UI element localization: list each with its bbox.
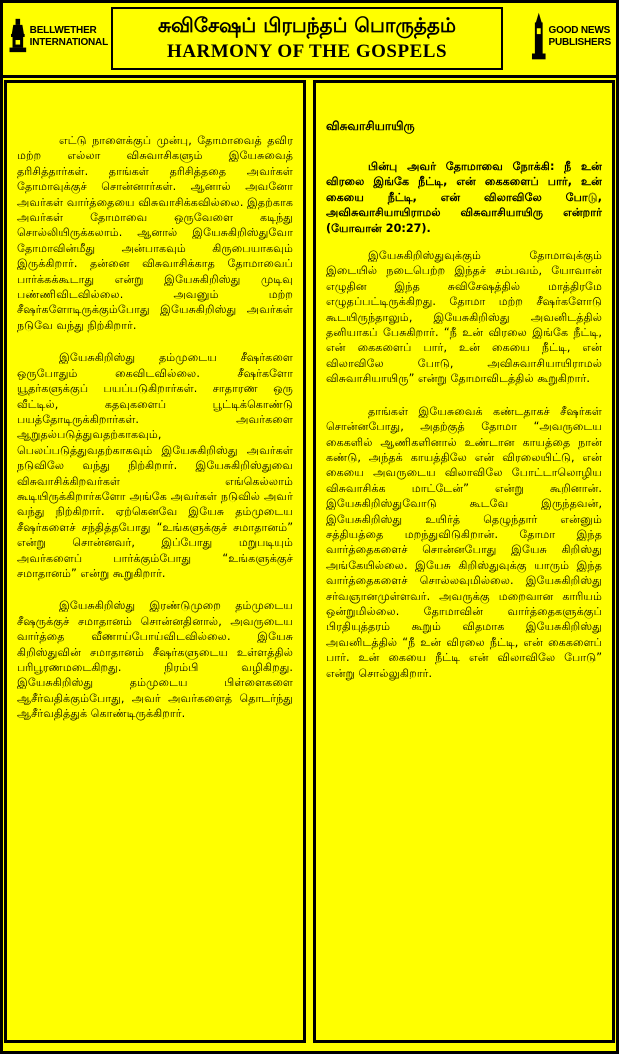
- right-column: [313, 80, 615, 1043]
- paragraph: இயேசுகிறிஸ்து தம்முடைய சீஷர்களை ஒருபோதும் கைவிடவில்லை. சீஷர்களோ யூதர்களுக்குப் பயப்படுகிறார்கள். சாதாரண ஒரு வீட்டில், கதவுகளைப் பூட்டிக்கொண்டு பயத்தோடிருக்கிறார்கள். அவர்களை ஆறுதல்படுத்துவதற்காகவும், பெலப்படுத்துவதற்காகவும் இயேசுகிறிஸ்து அவர்கள் நடுவிலே வந்து நிற்கிறார். இயேசுகிறிஸ்துவை விசுவாசிக்கிறவர்கள் எங்கெல்லாம் கூடியிருக்கிறார்களோ அங்கே அவர்கள் நடுவில் அவர் வந்து நிற்கிறார். ஏற்கெனவே இயேசு தம்முடைய சீஷர்களைச் சந்தித்தபோது “உங்களுக்குச் சமாதானம்” என்று சொன்னவர், இப்போது மறுபடியும் அவர்களைப் பார்க்கும்போது “உங்களுக்குச் சமாதானம்” என்று கூறுகிறார்.: [17, 351, 293, 580]
- scripture-verse: பின்பு அவர் தோமாவை நோக்கி: நீ உன் விரலை இங்கே நீட்டி, என் கைகளைப் பார், உன் கையை நீட்டி, என் விலாவிலே போடு, அவிசுவாசியாயிராமல் விசுவாசியாயிரு என்றார் (யோவான் 20:27).: [326, 160, 602, 235]
- logo-line-2: PUBLISHERS: [548, 37, 611, 48]
- page-title-english: HARMONY OF THE GOSPELS: [166, 41, 448, 62]
- tower-icon: [531, 12, 547, 62]
- title-box: [111, 7, 503, 70]
- page-title-tamil: சுவிசேஷப் பிரபந்தப் பொருத்தம்: [157, 13, 457, 37]
- logo-line-1: BELLWETHER: [29, 25, 97, 36]
- paragraph: தாங்கள் இயேசுவைக் கண்டதாகச் சீஷர்கள் சொன்னபோது, அதற்குத் தோமா “அவருடைய கைகளில் ஆணிகளினால் உண்டான காயத்தை நான் கண்டு, அந்தக் காயத்திலே என் விரலையிட்டு, என் கையை அவருடைய விலாவிலே போட்டாலொழிய விசுவாசிக்க மாட்டேன்” என்று கூறினான். இயேசுகிறிஸ்துவோடு கூடவே இருந்தவன், இயேசுகிறிஸ்து உயிர்த் தெழுந்தார் என்னும் சத்தியத்தை மறந்துவிடுகிறான். தோமா இந்த வார்த்தைகளைச் சொன்னபோது இயேசு கிறிஸ்து அங்கேயில்லை. இயேசு கிறிஸ்துவுக்கு யாரும் இந்த வார்த்தைகளைச் சொல்லவுமில்லை. இயேசுகிறிஸ்து சர்வஞானமுள்ளவர். அவருக்கு மறைவான காரியம் ஒன்றுமில்லை. தோமாவின் வார்த்தைகளுக்குப் பிரதியுத்தரம் கூறும் விதமாக இயேசுகிறிஸ்து அவனிடத்தில் “நீ உன் விரலை நீட்டி, என் கைகளைப் பார். உன் கையை நீட்டி என் விலாவிலே போடு” என்று சொல்லுகிறார்.: [326, 404, 602, 680]
- page-header: [0, 0, 619, 78]
- paragraph: இயேசுகிறிஸ்து இரண்டுமுறை தம்முடைய சீஷருக்குச் சமாதானம் சொன்னதினால், அவருடைய வார்த்தை வீணாய்போய்விடவில்லை. இயேசு கிறிஸ்துவின் சமாதானம் சீஷர்களுடைய உள்ளத்தில் பரிபூரணமடைகிறது. நிரம்பி வழிகிறது. இயேசுகிறிஸ்து தம்முடைய பிள்ளைகளை ஆசீர்வதிக்கும்போது, அவர் அவர்களைத் தொடர்ந்து ஆசீர்வதித்துக் கொண்டிருக்கிறார்.: [17, 599, 293, 721]
- left-column: [4, 80, 306, 1043]
- bellwether-logo: [8, 10, 108, 64]
- logo-line-1: GOOD NEWS: [548, 25, 611, 36]
- paragraph: இயேசுகிறிஸ்துவுக்கும் தோமாவுக்கும் இடையில் நடைபெற்ற இந்தச் சம்பவம், யோவான் எழுதின இந்த சுவிசேஷத்தில் மாத்திரமே எழுதப்பட்டிருக்கிறது. தோமா மற்ற சீஷர்களோடு கூடயிருந்தாலும், இயேசுகிறிஸ்து அவனிடத்தில் தனியாகப் பேசுகிறார். “நீ உன் விரலை இங்கே நீட்டி, என் கைகளைப் பார், உன் கையை நீட்டி, என் விலாவிலே போடு, அவிசுவாசியாயிராமல் விசுவாசியாயிரு” என்று தோமாவிடத்தில் கூறுகிறார்.: [326, 249, 602, 386]
- good-news-logo: [531, 10, 611, 64]
- section-heading: விசுவாசியாயிரு: [326, 119, 415, 133]
- paragraph: எட்டு நாளைக்குப் முன்பு, தோமாவைத் தவிர மற்ற எல்லா விசுவாசிகளும் இயேசுவைத் தரிசித்தார்கள். தாங்கள் தரிசித்ததை அவர்கள் தோமாவுக்குச் சொன்னார்கள். ஆனால் அவனோ அவர்கள் வார்த்தையை விசுவாசிக்கவில்லை. இதற்காக அவர்கள் தோமாவை ஒருவேளை கடிந்து சொல்லியிருக்கலாம். ஆனால் இயேசுகிறிஸ்துவோ தோமாவின்மீது அன்பாகவும் கிருபையாகவும் இருக்கிறார். தன்னை விசுவாசிக்காத தோமாவைப் பார்க்கக்கூடாது என்று இயேசுகிறிஸ்து முடிவு பண்ணிவிடவில்லை. அவனும் மற்ற சீஷர்களோடிருக்கும்போது இயேசுகிறிஸ்து அவர்கள் நடுவே வந்து நிற்கிறார்.: [17, 134, 293, 332]
- bell-tower-icon: [8, 13, 28, 61]
- logo-line-2: INTERNATIONAL: [29, 37, 108, 48]
